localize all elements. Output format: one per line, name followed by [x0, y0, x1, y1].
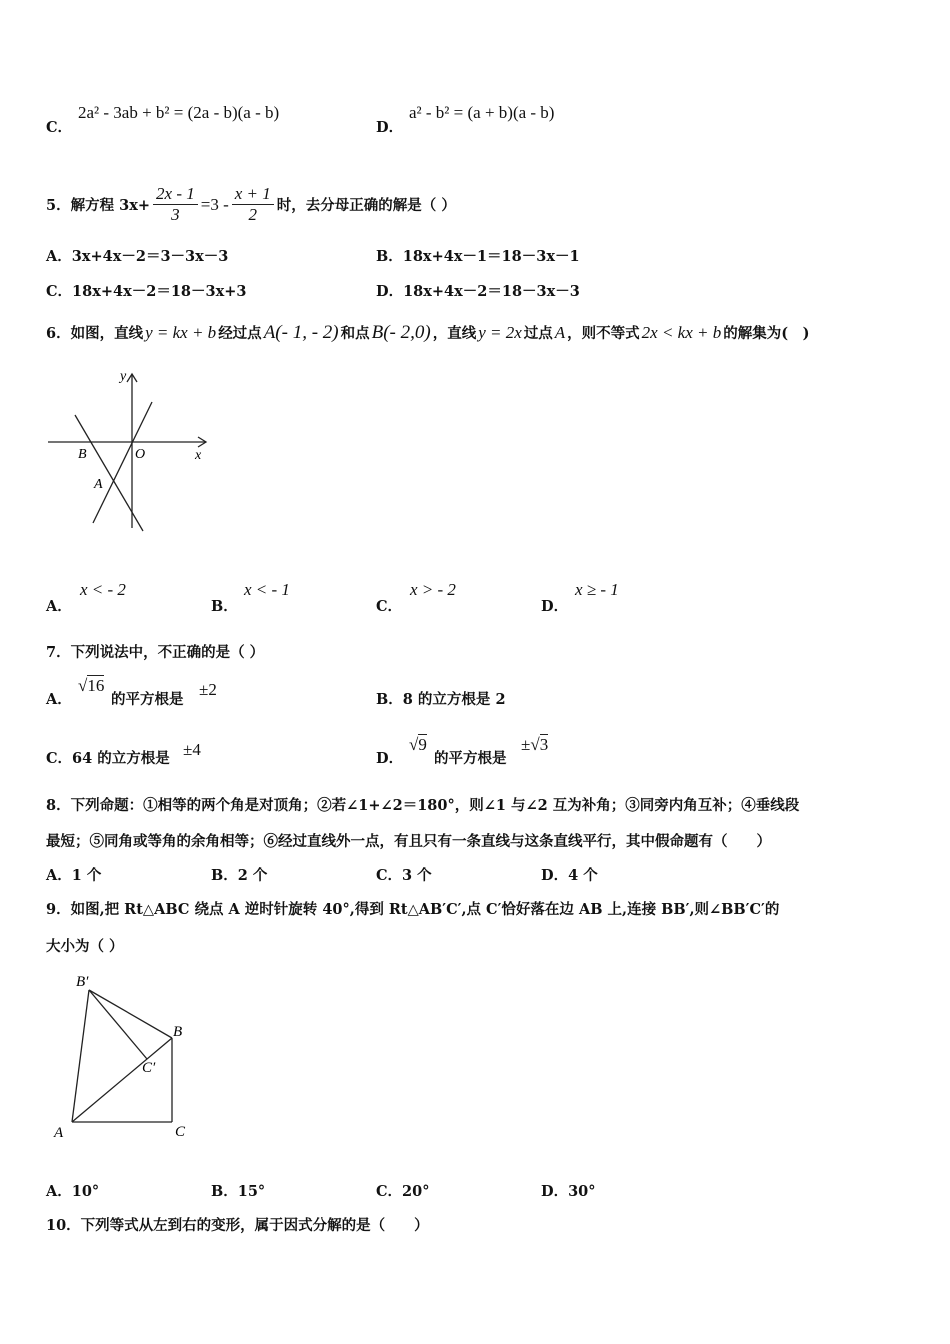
q6-option-a-label: A． [46, 598, 72, 615]
q6-label-b: B [78, 447, 87, 462]
q9-label-c-prime: C′ [142, 1060, 156, 1076]
q6-label-o: O [135, 447, 146, 462]
q9-segment-bb-prime [89, 990, 172, 1038]
q9-side-ab [72, 1038, 172, 1122]
q9-stem-line-1: 9．如图,把 Rt△ABC 绕点 A 逆时针旋转 40°,得到 Rt△AB′C′,点 C′恰好落在边 AB 上,连接 BB′,则∠BB′C′的 [46, 901, 780, 918]
q6-figure [42, 368, 217, 538]
q5-stem [46, 184, 456, 225]
q7-option-c-value: ±4 [183, 740, 201, 759]
sqrt-icon: √ [409, 735, 419, 754]
sqrt-icon: √ [78, 676, 88, 695]
q9-side-ab-prime [72, 990, 89, 1122]
q7-stem: 7．下列说法中，不正确的是（ ） [46, 644, 265, 661]
q7-option-b: B．8 的立方根是 2 [376, 691, 506, 708]
q6-point-a: A(- 1, - 2) [263, 322, 339, 343]
q6-point-b: B(- 2,0) [371, 322, 431, 343]
q6-stem-2: 经过点 [218, 325, 262, 342]
q6-point-a-ref: A [554, 323, 566, 342]
q4-option-c-label: C． [46, 119, 73, 136]
q9-figure [46, 968, 206, 1148]
q8-option-d: D．4 个 [541, 867, 598, 884]
q7-option-a-value: ±2 [199, 680, 217, 699]
q6-stem-7: 的解集为( ) [723, 325, 810, 342]
q5-option-b: B．18x+4x－1＝18－3x－1 [376, 248, 580, 265]
q9-label-a: A [54, 1125, 64, 1141]
q7-option-d-value [521, 735, 548, 755]
q9-label-b-prime: B′ [76, 974, 89, 990]
q6-option-b: x < - 1 [244, 580, 290, 599]
q6-stem-3: 和点 [340, 325, 370, 342]
q6-option-d-label: D． [541, 598, 569, 615]
q7-d-plus-minus: ± [521, 735, 531, 754]
q6-label-x: x [195, 448, 202, 463]
q5-frac1-numerator: 2x - 1 [153, 184, 198, 205]
q7-option-d-label: D． [376, 750, 404, 767]
q6-stem [46, 322, 809, 344]
q10-stem: 10．下列等式从左到右的变形，属于因式分解的是（ ） [46, 1217, 429, 1234]
q7-a-radicand: 16 [87, 676, 105, 695]
q5-suffix: 时，去分母正确的解是（ ） [276, 197, 456, 214]
q8-option-a: A．1 个 [46, 867, 102, 884]
q6-option-c: x > - 2 [410, 580, 456, 599]
q7-d-radicand-2: 3 [539, 735, 549, 754]
q6-line-2x: y = 2x [478, 323, 522, 342]
q8-stem-line-2: 最短；⑤同角或等角的余角相等；⑥经过直线外一点，有且只有一条直线与这条直线平行，其中假命题有（ ） [46, 833, 771, 850]
q6-line-kx-b [75, 415, 146, 531]
q6-inequality: 2x < kx + b [641, 323, 722, 342]
q8-option-b: B．2 个 [211, 867, 268, 884]
q7-d-radicand: 9 [418, 735, 427, 754]
q5-option-a: A．3x+4x－2＝3－3x－3 [46, 248, 229, 265]
q7-option-d-text: 的平方根是 [434, 750, 507, 767]
q8-option-c: C．3 个 [376, 867, 432, 884]
q9-stem-line-2: 大小为（ ） [46, 938, 124, 955]
q6-stem-5: 过点 [523, 325, 553, 342]
q5-frac1-denominator: 3 [171, 205, 180, 224]
q5-fraction-2 [232, 184, 274, 225]
q9-option-c: C．20° [376, 1183, 430, 1200]
q6-option-c-label: C． [376, 598, 403, 615]
q5-middle: =3 - [200, 194, 229, 214]
q5-option-c: C．18x+4x－2＝18－3x+3 [46, 283, 247, 300]
q5-frac2-numerator: x + 1 [232, 184, 274, 205]
q6-line-equation: y = kx + b [145, 323, 217, 342]
q7-option-d-radical [409, 735, 427, 755]
q6-stem-1: 6．如图，直线 [46, 325, 144, 342]
q6-option-b-label: B． [211, 598, 238, 615]
q6-stem-4: ，直线 [432, 325, 477, 342]
q9-option-b: B．15° [211, 1183, 266, 1200]
q9-option-d: D．30° [541, 1183, 596, 1200]
q6-label-y: y [120, 369, 127, 384]
q7-option-a-text: 的平方根是 [111, 691, 184, 708]
q9-label-b: B [173, 1024, 183, 1040]
q9-option-a: A．10° [46, 1183, 100, 1200]
q9-label-c: C [175, 1124, 186, 1140]
q8-stem-line-1: 8．下列命题：①相等的两个角是对顶角；②若∠1+∠2＝180°，则∠1 与∠2 互为补角；③同旁内角互补；④垂线段 [46, 797, 800, 814]
q5-frac2-denominator: 2 [248, 205, 258, 224]
q6-stem-6: ，则不等式 [567, 325, 640, 342]
q5-fraction-1 [153, 184, 198, 225]
q7-option-a-label: A． [46, 691, 72, 708]
q7-option-c-text: C．64 的立方根是 [46, 750, 170, 767]
q5-option-d: D．18x+4x－2＝18－3x－3 [376, 283, 580, 300]
q9-side-b-prime-c-prime [89, 990, 147, 1059]
q6-option-d: x ≥ - 1 [575, 580, 619, 599]
q6-line-y-2x [93, 402, 152, 523]
q5-prefix: 5．解方程 3x+ [46, 197, 151, 214]
q4-option-d-label: D． [376, 119, 404, 136]
q4-option-c-expression: 2a² - 3ab + b² = (2a - b)(a - b) [78, 103, 280, 122]
q6-label-a: A [94, 477, 103, 492]
q7-option-a-radical [78, 676, 104, 696]
q4-option-d-expression: a² - b² = (a + b)(a - b) [409, 103, 555, 122]
q6-option-a: x < - 2 [80, 580, 126, 599]
sqrt-icon: √ [530, 735, 540, 754]
